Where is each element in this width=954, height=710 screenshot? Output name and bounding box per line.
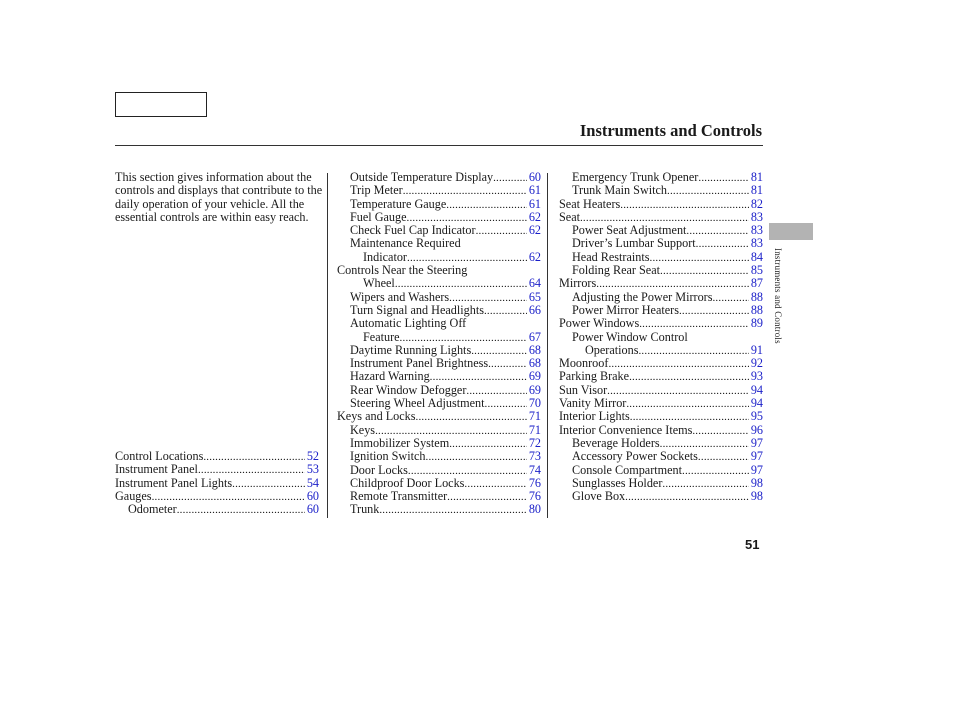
toc-entry-label: Remote Transmitter <box>350 490 448 504</box>
toc-entry-label: Automatic Lighting Off <box>350 317 467 331</box>
toc-entry-label: Feature <box>363 330 400 344</box>
toc-entry[interactable] <box>559 384 763 397</box>
toc-entry[interactable] <box>337 291 541 304</box>
toc-page-link[interactable]: 91 <box>750 343 763 357</box>
toc-entry[interactable] <box>337 237 541 250</box>
toc-entry-label: Driver’s Lumbar Support <box>572 237 696 251</box>
toc-entry-label: Sunglasses Holder <box>572 476 663 490</box>
dot-leader <box>484 304 527 317</box>
toc-entry[interactable] <box>337 397 541 410</box>
dot-leader <box>626 397 748 410</box>
toc-entry-label: Power Windows <box>559 317 640 331</box>
toc-entry[interactable] <box>115 490 319 503</box>
toc-entry[interactable] <box>337 304 541 317</box>
toc-page-link[interactable]: 76 <box>528 490 541 504</box>
dot-leader <box>660 264 749 277</box>
dot-leader <box>426 450 527 463</box>
toc-entry-label: Indicator <box>363 250 407 264</box>
toc-page-link[interactable]: 72 <box>528 436 541 450</box>
toc-entry-label: Interior Convenience Items <box>559 423 693 437</box>
dot-leader <box>375 424 527 437</box>
toc-entry[interactable] <box>115 463 319 476</box>
toc-entry[interactable] <box>337 184 541 197</box>
toc-page-link[interactable]: 85 <box>750 264 763 278</box>
dot-leader <box>177 503 305 516</box>
toc-page-link[interactable]: 61 <box>528 197 541 211</box>
toc-entry-label: Keys <box>350 423 376 437</box>
toc-entry[interactable] <box>559 464 763 477</box>
toc-entry[interactable] <box>337 264 541 277</box>
toc-page-link[interactable]: 62 <box>528 224 541 238</box>
toc-entry[interactable] <box>115 477 319 490</box>
dot-leader <box>692 424 748 437</box>
toc-entry[interactable] <box>559 317 763 330</box>
toc-entry[interactable] <box>337 277 541 290</box>
toc-page-link[interactable]: 68 <box>528 343 541 357</box>
dot-leader <box>466 384 526 397</box>
toc-page-link[interactable]: 69 <box>528 383 541 397</box>
toc-entry-label: Folding Rear Seat <box>572 264 661 278</box>
toc-entry-label: Moonroof <box>559 357 609 371</box>
toc-page-link[interactable]: 93 <box>750 370 763 384</box>
toc-entry-label: Glove Box <box>572 490 626 504</box>
dot-leader <box>682 464 749 477</box>
toc-entry[interactable] <box>337 211 541 224</box>
header-rule <box>115 145 763 146</box>
toc-page-link[interactable]: 97 <box>750 463 763 477</box>
toc-page-link[interactable]: 71 <box>528 410 541 424</box>
toc-entry-label: Hazard Warning <box>350 370 430 384</box>
toc-page-link[interactable]: 52 <box>306 450 319 463</box>
toc-entry[interactable] <box>337 410 541 423</box>
toc-page-link[interactable]: 76 <box>528 476 541 490</box>
toc-entry-label: Odometer <box>128 503 177 517</box>
toc-entry[interactable] <box>337 437 541 450</box>
toc-page-link[interactable]: 94 <box>750 397 763 411</box>
page-title: Instruments and Controls <box>579 121 762 140</box>
dot-leader <box>660 437 749 450</box>
toc-entry-label: Daytime Running Lights <box>350 343 472 357</box>
toc-page-link[interactable]: 81 <box>750 171 763 184</box>
toc-entry[interactable] <box>337 317 541 330</box>
dot-leader <box>629 370 749 383</box>
toc-entry-label: Steering Wheel Adjustment <box>350 397 485 411</box>
toc-entry[interactable] <box>337 490 541 503</box>
dot-leader <box>400 331 527 344</box>
toc-entry[interactable] <box>115 450 319 463</box>
toc-page-link[interactable]: 81 <box>750 184 763 198</box>
toc-entry[interactable] <box>337 171 541 184</box>
toc-page-link[interactable]: 98 <box>750 476 763 490</box>
dot-leader <box>447 490 527 503</box>
toc-entry-label: Keys and Locks <box>337 410 416 424</box>
dot-leader <box>476 224 527 237</box>
toc-entry-label: Instrument Panel Lights <box>115 476 233 490</box>
dot-leader <box>630 410 749 423</box>
toc-page-link[interactable]: 83 <box>750 237 763 251</box>
toc-page-link[interactable]: 89 <box>750 317 763 331</box>
toc-entry[interactable] <box>559 224 763 237</box>
toc-entry[interactable] <box>559 397 763 410</box>
column-divider <box>547 173 548 518</box>
toc-page-link[interactable]: 80 <box>528 503 541 517</box>
dot-leader <box>607 384 749 397</box>
toc-page-link[interactable]: 60 <box>306 489 319 503</box>
dot-leader <box>608 357 748 370</box>
toc-page-link[interactable]: 88 <box>750 290 763 304</box>
column-divider <box>327 173 328 518</box>
toc-page-link[interactable]: 83 <box>750 224 763 238</box>
toc-entry-label: Sun Visor <box>559 383 608 397</box>
dot-leader <box>712 291 748 304</box>
toc-entry[interactable] <box>337 357 541 370</box>
toc-entry[interactable] <box>337 464 541 477</box>
dot-leader <box>679 304 749 317</box>
dot-leader <box>698 171 748 184</box>
toc-entry[interactable] <box>559 237 763 250</box>
intro-paragraph: This section gives information about the controls and displays that contribute to the daily operation of your vehicle. All the essential controls are within easy reach. <box>115 170 323 225</box>
dot-leader <box>686 224 748 237</box>
toc-page-link[interactable]: 95 <box>750 410 763 424</box>
dot-leader <box>638 344 748 357</box>
toc-page-link[interactable]: 92 <box>750 357 763 371</box>
toc-entry[interactable] <box>559 410 763 423</box>
dot-leader <box>449 291 527 304</box>
toc-entry[interactable] <box>115 503 319 516</box>
dot-leader <box>407 211 527 224</box>
dot-leader <box>650 251 749 264</box>
toc-entry-label: Seat Heaters <box>559 197 621 211</box>
toc-page-link[interactable]: 65 <box>528 290 541 304</box>
dot-leader <box>449 437 527 450</box>
toc-entry[interactable] <box>559 291 763 304</box>
section-side-tab <box>769 223 813 240</box>
toc-entry-label: Emergency Trunk Opener <box>572 171 699 184</box>
toc-entry[interactable] <box>337 384 541 397</box>
dot-leader <box>152 490 305 503</box>
toc-entry[interactable] <box>337 477 541 490</box>
toc-entry-label: Interior Lights <box>559 410 630 424</box>
page-number: 51 <box>745 537 760 552</box>
toc-entry-label: Vanity Mirror <box>559 397 627 411</box>
toc-page-link[interactable]: 96 <box>750 423 763 437</box>
toc-column-3 <box>559 171 763 503</box>
dot-leader <box>580 211 749 224</box>
toc-page-link[interactable]: 68 <box>528 357 541 371</box>
toc-column-1 <box>115 450 319 516</box>
toc-page-link[interactable]: 87 <box>750 277 763 291</box>
dot-leader <box>625 490 749 503</box>
toc-entry[interactable] <box>337 503 541 516</box>
toc-entry[interactable] <box>337 251 541 264</box>
toc-entry-label: Trunk Main Switch <box>572 184 668 198</box>
toc-entry-label: Turn Signal and Headlights <box>350 303 484 317</box>
toc-entry[interactable] <box>337 331 541 344</box>
toc-page-link[interactable]: 66 <box>528 303 541 317</box>
dot-leader <box>471 344 527 357</box>
toc-page-link[interactable]: 62 <box>528 210 541 224</box>
toc-entry-label: Maintenance Required <box>350 237 461 251</box>
toc-entry-label: Control Locations <box>115 450 204 463</box>
toc-page-link[interactable]: 60 <box>528 171 541 184</box>
dot-leader <box>379 503 526 516</box>
toc-entry-label: Adjusting the Power Mirrors <box>572 290 713 304</box>
toc-entry-label: Instrument Panel <box>115 463 198 477</box>
toc-page-link[interactable]: 70 <box>528 397 541 411</box>
dot-leader <box>416 410 527 423</box>
dot-leader <box>698 450 749 463</box>
dot-leader <box>430 370 527 383</box>
toc-entry[interactable] <box>337 424 541 437</box>
toc-entry[interactable] <box>559 211 763 224</box>
toc-page-link[interactable]: 61 <box>528 184 541 198</box>
toc-page-link[interactable]: 54 <box>306 476 319 490</box>
toc-entry-label: Operations <box>585 343 639 357</box>
dot-leader <box>408 464 527 477</box>
dot-leader <box>596 277 749 290</box>
toc-page-link[interactable]: 83 <box>750 210 763 224</box>
toc-page-link[interactable]: 60 <box>306 503 319 517</box>
toc-entry[interactable] <box>559 251 763 264</box>
toc-entry-label: Trip Meter <box>350 184 403 198</box>
toc-entry[interactable] <box>559 277 763 290</box>
dot-leader <box>446 198 527 211</box>
dot-leader <box>488 357 527 370</box>
toc-entry-label: Wheel <box>363 277 395 291</box>
toc-entry[interactable] <box>337 198 541 211</box>
dot-leader <box>662 477 748 490</box>
toc-page-link[interactable]: 64 <box>528 277 541 291</box>
dot-leader <box>620 198 749 211</box>
toc-entry-label: Ignition Switch <box>350 450 426 464</box>
toc-entry[interactable] <box>559 344 763 357</box>
toc-entry-label: Parking Brake <box>559 370 630 384</box>
toc-entry-label: Power Mirror Heaters <box>572 303 679 317</box>
dot-leader <box>198 463 305 476</box>
toc-entry-label: Gauges <box>115 489 152 503</box>
toc-page-link[interactable]: 97 <box>750 436 763 450</box>
toc-entry[interactable] <box>559 184 763 197</box>
toc-entry-label: Controls Near the Steering <box>337 264 468 278</box>
dot-leader <box>696 237 749 250</box>
dot-leader <box>203 450 304 463</box>
toc-entry[interactable] <box>559 331 763 344</box>
dot-leader <box>667 184 749 197</box>
toc-entry[interactable] <box>337 344 541 357</box>
toc-entry-label: Outside Temperature Display <box>350 171 494 184</box>
toc-entry-label: Power Window Control <box>572 330 688 344</box>
toc-entry-label: Rear Window Defogger <box>350 383 467 397</box>
toc-entry[interactable] <box>559 304 763 317</box>
toc-entry[interactable] <box>337 224 541 237</box>
toc-page-link[interactable]: 67 <box>528 330 541 344</box>
toc-entry[interactable] <box>337 450 541 463</box>
dot-leader <box>493 171 527 184</box>
dot-leader <box>403 184 527 197</box>
toc-page-link[interactable]: 94 <box>750 383 763 397</box>
toc-entry-label: Instrument Panel Brightness <box>350 357 489 371</box>
toc-entry[interactable] <box>559 370 763 383</box>
dot-leader <box>485 397 527 410</box>
toc-entry-label: Immobilizer System <box>350 436 450 450</box>
toc-page-link[interactable]: 71 <box>528 423 541 437</box>
toc-page-link[interactable]: 69 <box>528 370 541 384</box>
toc-entry-label: Wipers and Washers <box>350 290 450 304</box>
toc-page-link[interactable]: 97 <box>750 450 763 464</box>
toc-page-link[interactable]: 98 <box>750 490 763 504</box>
toc-entry-label: Beverage Holders <box>572 436 660 450</box>
toc-entry-label: Trunk <box>350 503 380 517</box>
toc-entry-label: Temperature Gauge <box>350 197 447 211</box>
toc-entry[interactable] <box>559 198 763 211</box>
toc-entry[interactable] <box>559 264 763 277</box>
dot-leader <box>232 477 305 490</box>
toc-entry-label: Childproof Door Locks <box>350 476 465 490</box>
toc-page-link[interactable]: 84 <box>750 250 763 264</box>
toc-page-link[interactable]: 88 <box>750 303 763 317</box>
toc-entry[interactable] <box>337 370 541 383</box>
toc-entry-label: Power Seat Adjustment <box>572 224 687 238</box>
dot-leader <box>639 317 749 330</box>
toc-entry[interactable] <box>559 450 763 463</box>
toc-entry[interactable] <box>559 424 763 437</box>
toc-entry-label: Head Restraints <box>572 250 650 264</box>
toc-entry[interactable] <box>559 477 763 490</box>
toc-entry-label: Check Fuel Cap Indicator <box>350 224 476 238</box>
header-tab-box <box>115 92 207 117</box>
toc-entry[interactable] <box>559 357 763 370</box>
dot-leader <box>395 277 527 290</box>
toc-entry[interactable] <box>559 171 763 184</box>
toc-page-link[interactable]: 74 <box>528 463 541 477</box>
toc-entry-label: Accessory Power Sockets <box>572 450 698 464</box>
toc-page-link[interactable]: 53 <box>306 463 319 477</box>
toc-entry[interactable] <box>559 437 763 450</box>
toc-entry-label: Seat <box>559 210 580 224</box>
toc-entry-label: Mirrors <box>559 277 597 291</box>
dot-leader <box>407 251 527 264</box>
toc-page-link[interactable]: 73 <box>528 450 541 464</box>
toc-column-2 <box>337 171 541 517</box>
section-side-label: Instruments and Controls <box>773 248 783 344</box>
toc-entry-label: Door Locks <box>350 463 408 477</box>
toc-entry-label: Fuel Gauge <box>350 210 407 224</box>
toc-page-link[interactable]: 62 <box>528 250 541 264</box>
toc-entry-label: Console Compartment <box>572 463 683 477</box>
toc-page-link[interactable]: 82 <box>750 197 763 211</box>
dot-leader <box>464 477 526 490</box>
toc-entry[interactable] <box>559 490 763 503</box>
